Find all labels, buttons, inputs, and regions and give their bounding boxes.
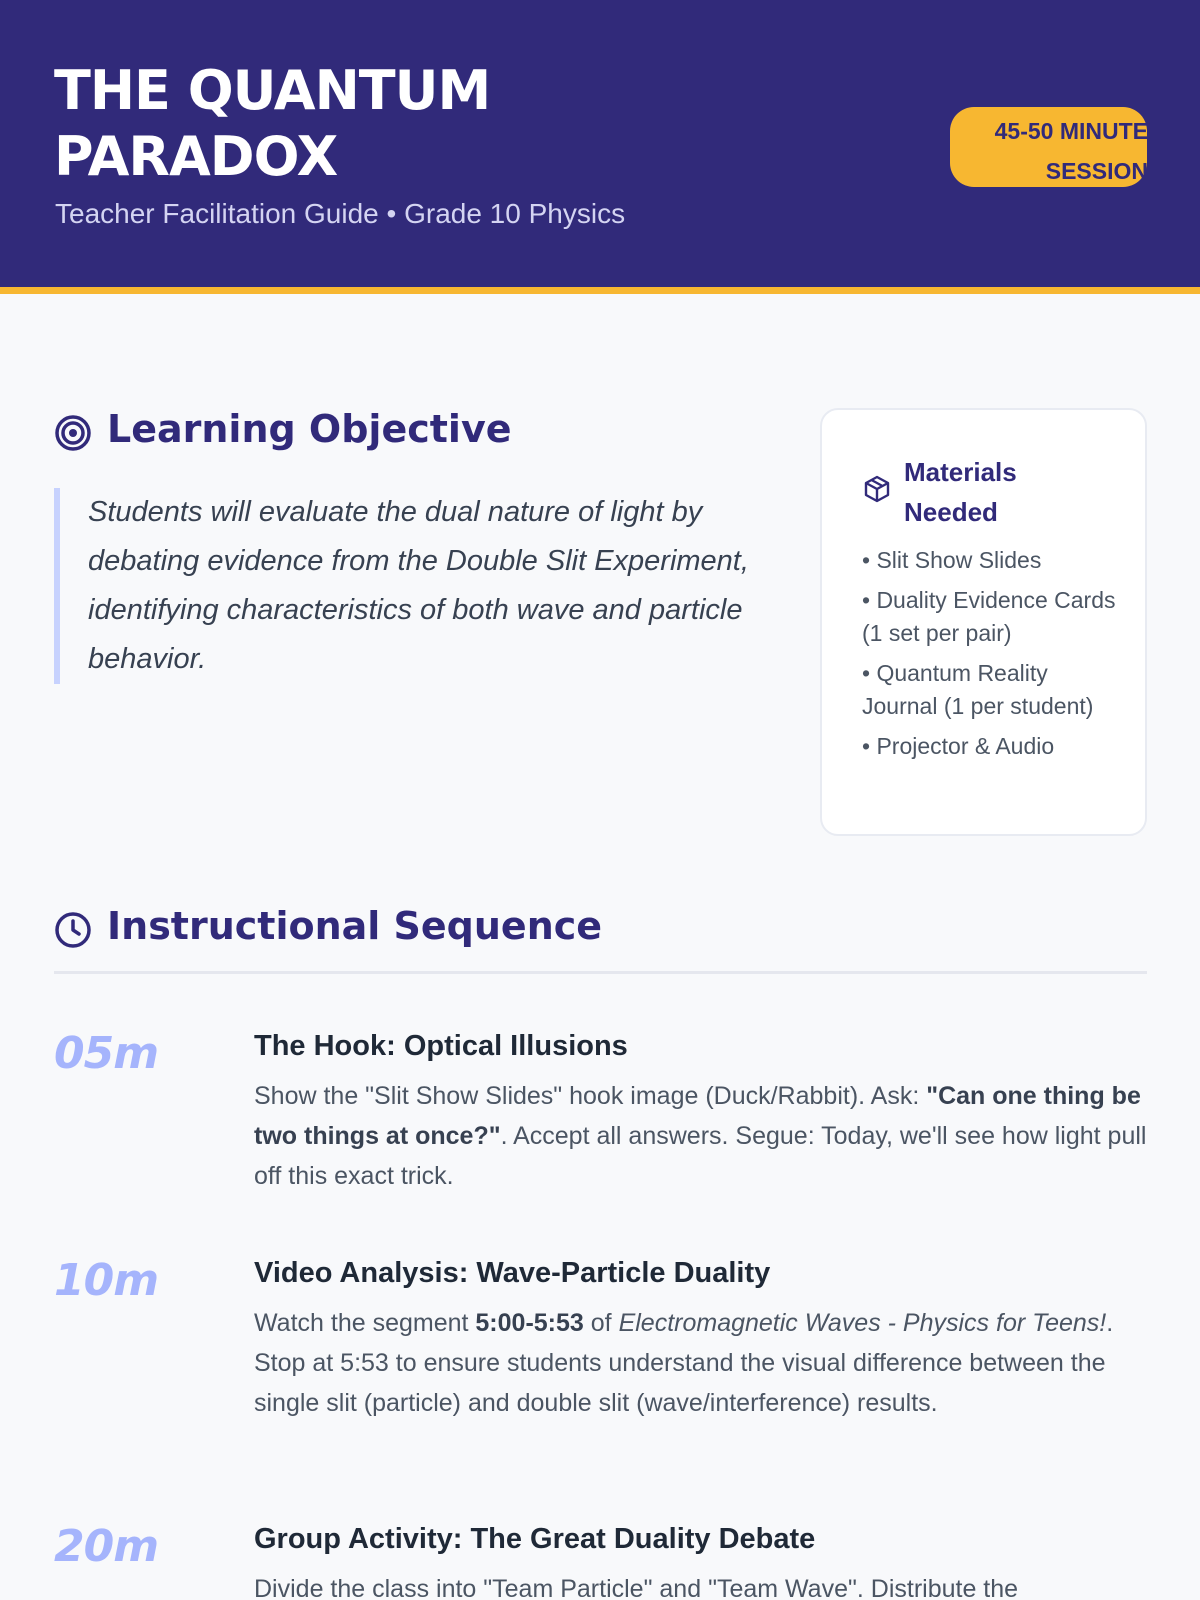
materials-item: • Quantum Reality Journal (1 per student) (862, 660, 1094, 719)
step-time: 20m (54, 1521, 159, 1572)
materials-list (862, 544, 1122, 770)
step-description: Watch the segment 5:00-5:53 of Electromagnetic Waves - Physics for Teens!. Stop at 5:53 to ensure students understand the visual difference between the single slit (particle) and double slit (wave/interference) results. (254, 1309, 1114, 1417)
clock-icon (54, 911, 92, 949)
materials-item: • Slit Show Slides (862, 547, 1042, 573)
step-time: 05m (54, 1028, 159, 1079)
step-title: Video Analysis: Wave-Particle Duality (254, 1257, 771, 1289)
materials-item: • Projector & Audio (862, 733, 1055, 759)
materials-card (820, 408, 1147, 836)
step-time: 10m (54, 1255, 159, 1306)
session-badge-label: 45-50 MINUTE SESSION (994, 118, 1148, 184)
step-title: Group Activity: The Great Duality Debate (254, 1523, 816, 1555)
objective-text: Students will evaluate the dual nature of light by debating evidence from the Double Slit Experiment, identifying characteristics of both wave and particle behavior. (54, 488, 774, 684)
step-title: The Hook: Optical Illusions (254, 1030, 628, 1062)
box-icon (862, 474, 892, 504)
page-title: THE QUANTUM PARADOX (54, 59, 491, 188)
page-header (0, 0, 1200, 294)
objective-heading: Learning Objective (107, 407, 512, 451)
materials-heading: Materials Needed (904, 457, 1017, 527)
target-icon (54, 414, 92, 452)
step-description: Divide the class into "Team Particle" and "Team Wave". Distribute the (254, 1575, 1019, 1600)
step-description: Show the "Slit Show Slides" hook image (Duck/Rabbit). Ask: "Can one thing be two things at once?". Accept all answers. Segue: Today, we'll see how light pull off this exact trick. (254, 1082, 1147, 1190)
page-subtitle: Teacher Facilitation Guide • Grade 10 Physics (55, 198, 626, 229)
sequence-heading: Instructional Sequence (107, 904, 603, 948)
section-divider (54, 971, 1147, 974)
materials-item: • Duality Evidence Cards (1 set per pair) (862, 587, 1116, 646)
